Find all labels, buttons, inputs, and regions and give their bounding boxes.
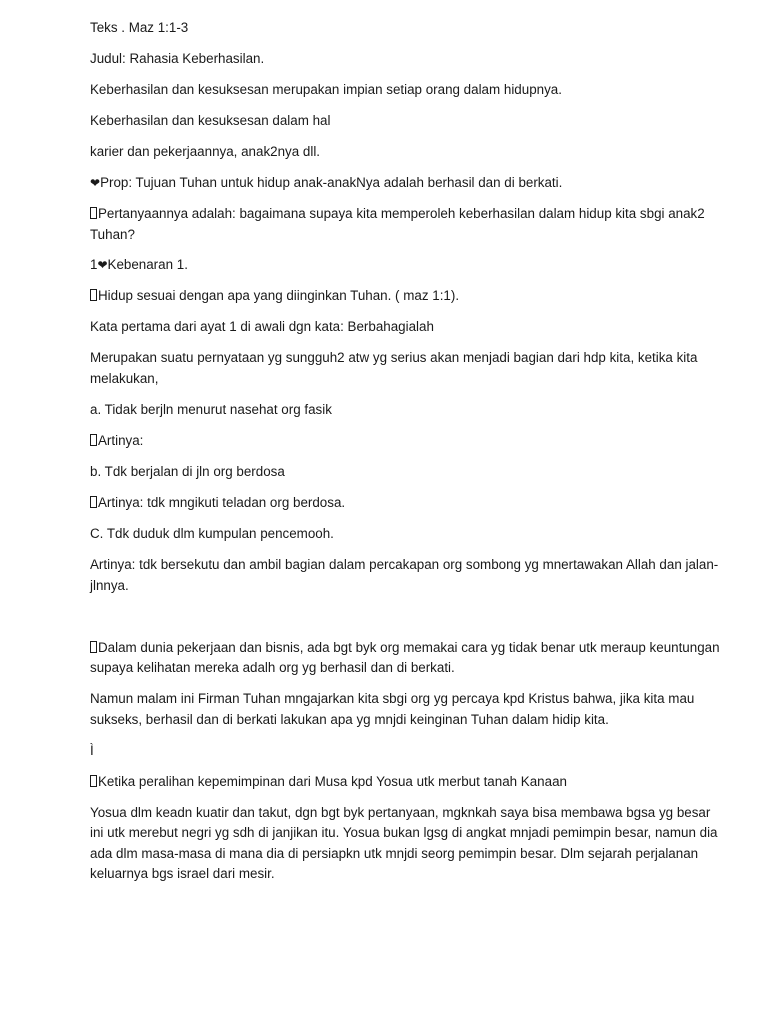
- document-body: [90, 18, 722, 895]
- paragraph: Namun malam ini Firman Tuhan mngajarkan kita sbgi org yg percaya kpd Kristus bahwa, jika kita mau sukseks, berhasil dan di berkati lakukan apa yg mnjdi keinginan Tuhan dalam hidip kita.: [90, 691, 695, 727]
- missing-glyph-icon: [90, 289, 97, 301]
- paragraph: a. Tidak berjln menurut nasehat org fasik: [90, 402, 332, 418]
- paragraph-heading: 1❤Kebenaran 1.: [90, 257, 188, 273]
- heart-icon: ❤: [97, 258, 108, 273]
- paragraph: Artinya: tdk mngikuti teladan org berdosa.: [90, 493, 722, 514]
- paragraph: b. Tdk berjalan di jln org berdosa: [90, 463, 285, 479]
- missing-glyph-icon: [90, 775, 97, 787]
- paragraph: Artinya: tdk bersekutu dan ambil bagian dalam percakapan org sombong yg mnertawakan Allah dan jalan-jlnnya.: [90, 556, 719, 593]
- paragraph-stray-char: Ì: [90, 742, 94, 758]
- paragraph: Keberhasilan dan kesuksesan dalam hal: [90, 112, 331, 128]
- paragraph: Merupakan suatu pernyataan yg sungguh2 atw yg serius akan menjadi bagian dari hdp kita, ketika kita melakukan,: [90, 350, 698, 387]
- paragraph: Hidup sesuai dengan apa yang diinginkan Tuhan. ( maz 1:1).: [90, 286, 722, 307]
- paragraph: Artinya:: [90, 431, 722, 452]
- blank-line: [90, 607, 722, 628]
- missing-glyph-icon: [90, 641, 97, 653]
- missing-glyph-icon: [90, 496, 97, 508]
- text-line-ref: Teks . Maz 1:1-3: [90, 20, 189, 35]
- paragraph: C. Tdk duduk dlm kumpulan pencemooh.: [90, 525, 334, 541]
- paragraph: Kata pertama dari ayat 1 di awali dgn kata: Berbahagialah: [90, 319, 434, 335]
- missing-glyph-icon: [90, 207, 97, 219]
- missing-glyph-icon: [90, 434, 97, 446]
- paragraph: karier dan pekerjaannya, anak2nya dll.: [90, 143, 321, 159]
- text-line-title: Judul: Rahasia Keberhasilan.: [90, 50, 265, 66]
- paragraph-prop: ❤Prop: Tujuan Tuhan untuk hidup anak-anakNya adalah berhasil dan di berkati.: [90, 174, 563, 190]
- paragraph: Dalam dunia pekerjaan dan bisnis, ada bgt byk org memakai cara yg tidak benar utk meraup keuntungan supaya kelihatan mereka adalh org yg berhasil dan di berkati.: [90, 639, 720, 676]
- paragraph: Keberhasilan dan kesuksesan merupakan impian setiap orang dalam hidupnya.: [90, 81, 562, 97]
- paragraph: Yosua dlm keadn kuatir dan takut, dgn bgt byk pertanyaan, mgknkah saya bisa membawa bgsa yg besar ini utk merebut negri yg sdh di janjikan itu. Yosua bukan lgsg di angkat mnjadi pemimpin besar, namun dia ada dlm masa-masa di mana dia di persiapkn utk mnjdi seorg pemimpin besar. Dlm sejarah perjalanan keluarnya bgs israel dari mesir.: [90, 804, 718, 882]
- heart-icon: ❤: [90, 175, 101, 190]
- paragraph: Ketika peralihan kepemimpinan dari Musa kpd Yosua utk merbut tanah Kanaan: [90, 772, 722, 793]
- heading-number: 1: [90, 257, 98, 273]
- paragraph-question: Pertanyaannya adalah: bagaimana supaya kita memperoleh keberhasilan dalam hidup kita sbgi anak2 Tuhan?: [90, 205, 705, 242]
